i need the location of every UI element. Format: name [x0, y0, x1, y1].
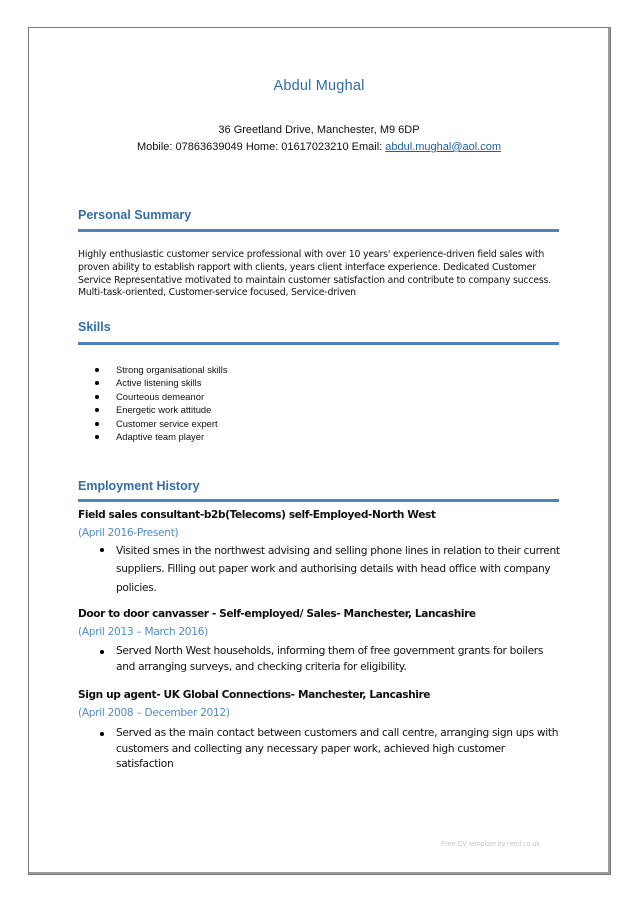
job-title: Field sales consultant-b2b(Telecoms) self-Employed-North West — [78, 509, 436, 521]
skills-divider — [78, 342, 559, 345]
footer-watermark: Free CV template by reed.co.uk — [441, 841, 540, 848]
contact-line — [0, 141, 638, 153]
job-dates: (April 2013 – March 2016) — [78, 626, 208, 638]
skill-item: Active listening skills — [78, 376, 228, 389]
job-description — [116, 542, 564, 597]
job-description-text: Served North West households, informing them of free government grants for boilers and arranging surveys, and checking criteria for eligibility. — [116, 645, 544, 673]
employment-history-heading: Employment History — [78, 479, 200, 493]
contact-phones: Mobile: 07863639049 Home: 01617023210 Email: — [136, 141, 386, 153]
job-title: Door to door canvasser - Self-employed/ Sales- Manchester, Lancashire — [78, 608, 476, 620]
skill-item: Customer service expert — [78, 417, 228, 430]
skill-item: Adaptive team player — [78, 430, 228, 443]
skills-list — [78, 363, 228, 443]
email-link[interactable]: abdul.mughal@aol.com — [385, 141, 502, 153]
skill-item: Energetic work attitude — [78, 403, 228, 416]
personal-summary-text: Highly enthusiastic customer service professional with over 10 years' experience-driven field sales with proven ability to establish rapport with clients, years client interface experience. Dedicated Customer Service Representative motivated to maintain customer satisfaction and contribute to company success. Multi-task-oriented, Customer-service focused, Service-driven — [78, 249, 552, 299]
job-dates: (April 2008 – December 2012) — [78, 707, 230, 719]
candidate-name: Abdul Mughal — [273, 78, 365, 94]
job-description-text: Visited smes in the northwest advising and selling phone lines in relation to their current suppliers. Filling out paper work and authorising details with head office with company policies. — [116, 545, 560, 594]
job-description-text: Served as the main contact between customers and call centre, arranging sign ups with customers and collecting any necessary paper work, achieved high customer satisfaction — [116, 727, 559, 770]
employment-divider — [78, 499, 559, 502]
personal-summary-heading: Personal Summary — [78, 208, 192, 222]
job-dates: (April 2016-Present) — [78, 527, 179, 539]
bullet-icon — [100, 650, 104, 654]
skills-heading: Skills — [78, 320, 111, 334]
summary-divider — [78, 229, 559, 232]
skill-item: Strong organisational skills — [78, 363, 228, 376]
address-line: 36 Greetland Drive, Manchester, M9 6DP — [218, 124, 420, 136]
job-title: Sign up agent- UK Global Connections- Manchester, Lancashire — [78, 689, 431, 701]
bullet-icon — [100, 732, 104, 736]
bullet-icon — [100, 548, 104, 552]
job-description — [116, 644, 564, 675]
skill-item: Courteous demeanor — [78, 390, 228, 403]
job-description — [116, 726, 564, 773]
